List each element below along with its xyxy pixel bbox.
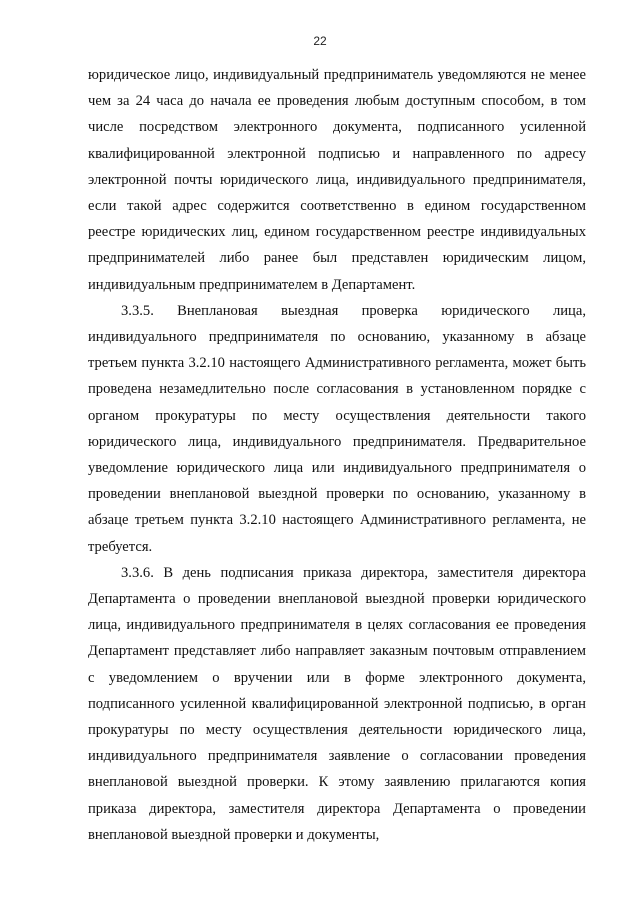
paragraph-clause-3-3-6: 3.3.6. В день подписания приказа директора, заместителя директора Департамента о проведении внеплановой выездной проверки юридического лица, индивидуального предпринимателя в целях согласования ее проведения Департамент представляет либо направляет заказным почтовым отправлением с уведомлением о вручении или в форме электронного документа, подписанного усиленной квалифицированной электронной подписью, в орган прокуратуры по месту осуществления деятельности юридического лица, индивидуального предпринимателя заявление о согласовании проведения внеплановой выездной проверки. К этому заявлению прилагаются копия приказа директора, заместителя директора Департамента о проведении внеплановой выездной проверки и документы, xyxy=(88,564,586,843)
document-body xyxy=(88,62,586,848)
page-number: 22 xyxy=(313,34,327,48)
paragraph-continuation: юридическое лицо, индивидуальный предприниматель уведомляются не менее чем за 24 часа до начала ее проведения любым доступным способом, в том числе посредством электронного документа, подписанного усиленной квалифицированной электронной подписью и направленного по адресу электронной почты юридического лица, индивидуального предпринимателя, если такой адрес содержится соответственно в едином государственном реестре юридических лиц, едином государственном реестре индивидуальных предпринимателей либо ранее был представлен юридическим лицом, индивидуальным предпринимателем в Департамент. xyxy=(88,67,586,293)
paragraph-clause-3-3-5: 3.3.5. Внеплановая выездная проверка юридического лица, индивидуального предпринимателя по основанию, указанному в абзаце третьем пункта 3.2.10 настоящего Административного регламента, может быть проведена незамедлительно после согласования в установленном порядке с органом прокуратуры по месту осуществления деятельности такого юридического лица, индивидуального предпринимателя. Предварительное уведомление юридического лица или индивидуального предпринимателя о проведении внеплановой выездной проверки по основанию, указанному в абзаце третьем пункта 3.2.10 настоящего Административного регламента, не требуется. xyxy=(88,302,586,555)
